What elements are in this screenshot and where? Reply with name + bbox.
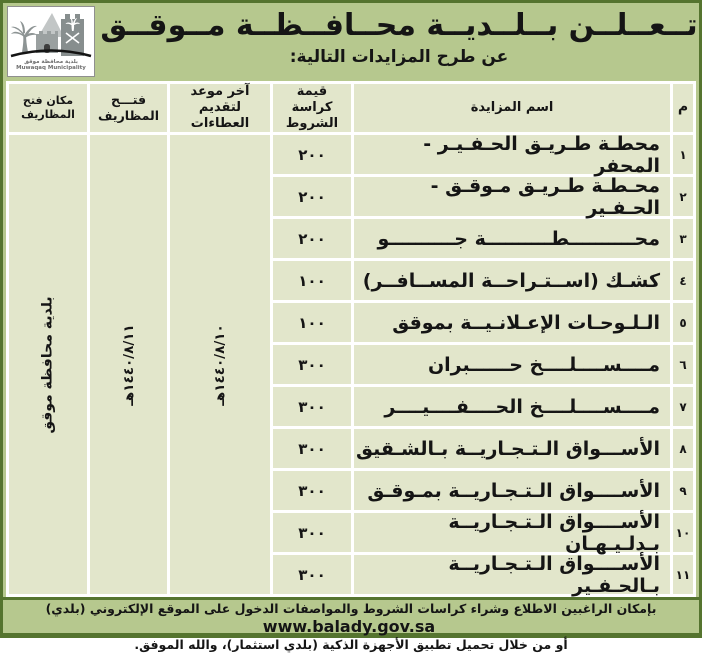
auction-name-cell: الأســــواق الـتـجـاريــة بـالحـفـير bbox=[354, 555, 670, 594]
auction-name-cell: مــــســــلــــخ الحــــفــــيــــر bbox=[354, 387, 670, 426]
auction-name-cell: الأســــواق الـتـجـاريــة بمـوقـق bbox=[354, 471, 670, 510]
title-block bbox=[99, 3, 699, 67]
column-header-num: م bbox=[673, 84, 693, 132]
location-merged-cell bbox=[9, 135, 87, 594]
castle-palm-logo-icon bbox=[8, 7, 94, 59]
deadline-merged-cell bbox=[170, 135, 270, 594]
row-number-cell: ١١ bbox=[673, 555, 693, 594]
auction-name-cell: مــــســــلــــخ حــــــبران bbox=[354, 345, 670, 384]
deadline-column bbox=[170, 84, 270, 594]
row-number-cell: ٩ bbox=[673, 471, 693, 510]
column-header-opening: فتـــح المظاريف bbox=[90, 84, 167, 132]
deadline-date: ١٤٤٠/٨/١٠هـ bbox=[212, 323, 228, 406]
row-number-cell: ٤ bbox=[673, 261, 693, 300]
opening-merged-cell bbox=[90, 135, 167, 594]
auction-name-cell: الأســــواق الـتـجـاريــة بـدلـيـهـان bbox=[354, 513, 670, 552]
balady-url[interactable]: www.balady.gov.sa bbox=[262, 616, 436, 636]
price-column bbox=[273, 84, 351, 594]
price-cell: ٣٠٠ bbox=[273, 429, 351, 468]
row-number-cell: ٥ bbox=[673, 303, 693, 342]
price-cell: ١٠٠ bbox=[273, 261, 351, 300]
price-cell: ٢٠٠ bbox=[273, 219, 351, 258]
price-cell: ٢٠٠ bbox=[273, 177, 351, 216]
price-cell: ٢٠٠ bbox=[273, 135, 351, 174]
page-subtitle: عن طرح المزايدات التالية: bbox=[289, 46, 509, 67]
price-cell: ٣٠٠ bbox=[273, 387, 351, 426]
row-number-cell: ٣ bbox=[673, 219, 693, 258]
name-column bbox=[354, 84, 670, 597]
page-title: تــعــلــن بــلــديــة محــافــظــة مــوقــق bbox=[100, 8, 698, 43]
price-cell: ٣٠٠ bbox=[273, 513, 351, 552]
header bbox=[3, 3, 699, 81]
auction-name-cell: كشـك (اســتـراحــة المســافــر) bbox=[354, 261, 670, 300]
footer-line1 bbox=[7, 601, 695, 637]
num-column bbox=[673, 84, 693, 594]
auction-name-cell: محـطـة طـريـق مـوقـق - الحـفـير bbox=[354, 177, 670, 216]
municipality-logo bbox=[7, 6, 95, 77]
column-header-location: مكان فتح المظاريف bbox=[9, 84, 87, 132]
price-cell: ٣٠٠ bbox=[273, 471, 351, 510]
footer-line1-text: بإمكان الراغبين الاطلاع وشراء كراسات الشروط والمواصفات الدخول على الموقع الإلكتروني (بلدي) bbox=[45, 601, 657, 616]
price-cell: ١٠٠ bbox=[273, 303, 351, 342]
column-header-name: اسم المزايدة bbox=[354, 84, 670, 132]
column-header-price: قيمة كراسة الشروط bbox=[273, 84, 351, 132]
opening-date: ١٤٤٠/٨/١١هـ bbox=[120, 323, 137, 406]
logo-english-text: Muwaqaq Municipality bbox=[16, 65, 86, 72]
logo-arabic-text: بلدية محافظة موقق bbox=[24, 59, 78, 65]
auction-name-cell: محطـة طـريـق الحـفـيـر - المحفر bbox=[354, 135, 670, 174]
row-number-cell: ١٠ bbox=[673, 513, 693, 552]
location-column bbox=[9, 84, 87, 594]
footer bbox=[3, 597, 699, 654]
row-number-cell: ٢ bbox=[673, 177, 693, 216]
auction-name-cell: محــــــــــطــــــــــة جــــــــــو bbox=[354, 219, 670, 258]
row-number-cell: ٨ bbox=[673, 429, 693, 468]
price-cell: ٣٠٠ bbox=[273, 345, 351, 384]
auction-name-cell: الـلـوحـات الإعـلانـيــة بموقق bbox=[354, 303, 670, 342]
column-header-deadline: آخر موعد لتقديم العطاءات bbox=[170, 84, 270, 132]
auctions-table bbox=[6, 81, 696, 597]
row-number-cell: ٧ bbox=[673, 387, 693, 426]
opening-column bbox=[90, 84, 167, 594]
price-cell: ٣٠٠ bbox=[273, 555, 351, 594]
row-number-cell: ١ bbox=[673, 135, 693, 174]
auction-name-cell: الأســـواق الـتـجـاريــة بـالشـقيق bbox=[354, 429, 670, 468]
footer-line2: أو من خلال تحميل تطبيق الأجهزة الذكية (بلدي استثمار)، والله الموفق. bbox=[134, 636, 568, 652]
location-value: بلدية محافظة موقق bbox=[39, 295, 56, 434]
row-number-cell: ٦ bbox=[673, 345, 693, 384]
